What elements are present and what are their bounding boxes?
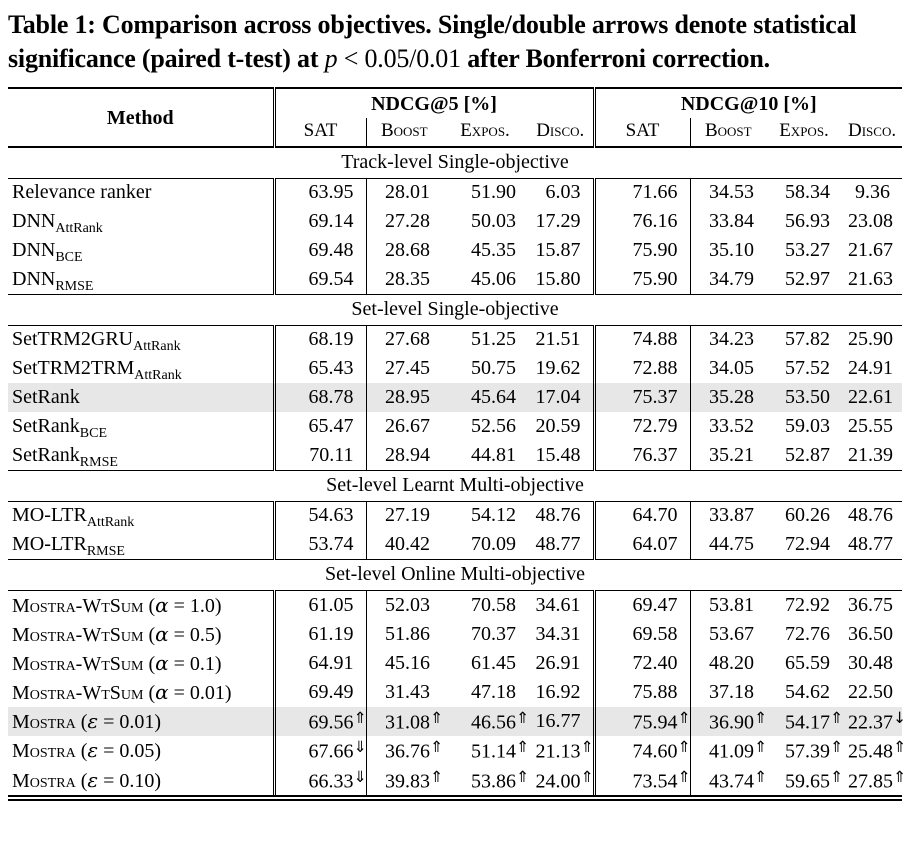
section-header: Track-level Single-objective [8, 147, 902, 179]
value-cell: 34.53 [709, 181, 754, 204]
value-cell: 25.48⇑ [848, 738, 906, 763]
value-cell: 24.00⇑ [528, 766, 594, 798]
value-cell: 53.67 [709, 622, 754, 645]
method-cell [8, 678, 274, 707]
metric-value: 36.90 [709, 711, 754, 734]
value-cell: 45.16 [385, 651, 430, 674]
value-cell: 44.81 [471, 443, 516, 466]
value-cell: 57.82 [785, 328, 830, 351]
value-cell: 75.88 [594, 678, 690, 707]
value-cell: 74.60⇑ [594, 736, 690, 765]
table-row [8, 265, 902, 294]
value-cell: 22.50 [848, 680, 893, 703]
table-row [8, 678, 902, 707]
value-cell: 6.03 [528, 178, 594, 207]
value-cell: 34.23 [709, 328, 754, 351]
method-greek-var: α [155, 679, 169, 704]
value-cell: 57.39⇑ [785, 738, 844, 763]
value-cell: 36.90⇑ [709, 708, 768, 734]
metric-value: 21.13 [535, 740, 581, 763]
value-cell: 71.66 [594, 178, 690, 207]
method-paren-open: ( [75, 740, 88, 763]
method-paren-open: ( [143, 652, 156, 675]
method-name: SetTRM2TRM [12, 357, 135, 380]
value-cell: 51.14⇑ [471, 738, 530, 763]
method-name: DNN [12, 210, 56, 233]
value-cell: 69.54 [274, 265, 366, 294]
value-cell: 28.94 [385, 443, 430, 466]
value-cell: 23.08 [848, 210, 893, 233]
value-cell: 72.88 [594, 354, 690, 383]
column-group-ndcg10: NDCG@10 [%] [680, 92, 817, 115]
caption-text: Table 1: Comparison across objectives. Single/double arrows denote statistical significance (paired t-test) at [8, 10, 857, 74]
value-cell: 63.95 [274, 178, 366, 207]
method-cell [8, 412, 274, 441]
value-cell: 34.31 [528, 620, 594, 649]
value-cell: 72.92 [785, 593, 830, 616]
table-row [8, 325, 902, 354]
value-cell: 53.81 [709, 593, 754, 616]
value-cell: 66.33⇓ [274, 766, 366, 798]
value-cell: 64.70 [594, 501, 690, 530]
value-cell: 69.48 [274, 236, 366, 265]
method-subscript: BCE [55, 250, 83, 266]
value-cell: 34.79 [709, 267, 754, 290]
value-cell: 67.66⇓ [274, 736, 366, 765]
value-cell: 41.09⇑ [709, 738, 768, 763]
value-cell: 17.29 [528, 207, 594, 236]
column-header-expos5: Expos. [442, 118, 528, 147]
table-row [8, 354, 902, 383]
value-cell: 21.51 [528, 325, 594, 354]
value-cell: 28.68 [385, 239, 430, 262]
method-name: Mostra-WtSum [12, 652, 144, 675]
method-subscript: BCE [79, 426, 108, 442]
method-greek-var: ε [87, 767, 99, 792]
method-paren-open: ( [143, 681, 156, 704]
table-row [8, 236, 902, 265]
metric-value: 39.83 [385, 769, 430, 792]
section-row [8, 147, 902, 179]
method-name: Mostra-WtSum [12, 623, 144, 646]
value-cell: 30.48 [848, 651, 893, 674]
value-cell: 36.50 [848, 622, 893, 645]
value-cell: 28.95 [385, 386, 430, 409]
caption-text-end: after Bonferroni correction. [460, 44, 770, 74]
caption-math-var: p [324, 44, 338, 74]
value-cell: 50.03 [471, 210, 516, 233]
metric-value: 41.09 [709, 740, 754, 763]
value-cell: 54.12 [471, 504, 516, 527]
method-name: SetTRM2GRU [12, 328, 134, 351]
value-cell: 54.17⇑ [785, 708, 844, 734]
method-param-value: = 0.5) [168, 623, 222, 646]
comparison-table [8, 87, 906, 801]
value-cell: 54.62 [785, 680, 830, 703]
value-cell: 22.61 [848, 386, 893, 409]
value-cell: 54.63 [274, 501, 366, 530]
value-cell: 75.90 [594, 236, 690, 265]
value-cell: 64.07 [594, 530, 690, 559]
table-row [8, 412, 902, 441]
method-greek-var: ε [87, 738, 99, 763]
value-cell: 21.67 [848, 239, 893, 262]
method-name: Mostra [12, 710, 76, 733]
metric-value: 24.00 [535, 769, 581, 792]
table-row [8, 501, 902, 530]
method-param-value: = 0.05) [98, 740, 162, 763]
method-cell [8, 649, 274, 678]
value-cell: 69.58 [594, 620, 690, 649]
method-param-value: = 0.10) [98, 769, 162, 792]
metric-value: 53.86 [471, 769, 516, 792]
method-subscript: AttRank [134, 368, 182, 384]
value-cell: 65.43 [274, 354, 366, 383]
value-cell: 57.52 [785, 357, 830, 380]
method-cell [8, 736, 274, 765]
metric-value: 59.65 [785, 769, 830, 792]
value-cell: 39.83⇑ [385, 767, 444, 792]
method-greek-var: α [155, 592, 169, 617]
value-cell: 48.77 [848, 532, 893, 555]
column-header-boost5: Boost [366, 118, 442, 147]
value-cell: 65.47 [274, 412, 366, 441]
method-param-value: = 0.01) [168, 681, 232, 704]
table-header [8, 88, 902, 147]
value-cell: 46.56⇑ [471, 708, 530, 734]
column-header-sat5: SAT [274, 118, 366, 147]
method-cell [8, 590, 274, 620]
value-cell: 9.36 [855, 181, 890, 204]
value-cell: 48.76 [528, 501, 594, 530]
method-name: Mostra [12, 769, 76, 792]
metric-value: 57.39 [785, 740, 830, 763]
value-cell: 52.03 [385, 593, 430, 616]
section-header: Set-level Learnt Multi-objective [8, 470, 902, 501]
value-cell: 21.63 [848, 267, 893, 290]
method-cell [8, 383, 274, 412]
value-cell: 44.75 [709, 532, 754, 555]
method-name: Mostra [12, 740, 76, 763]
method-cell [8, 207, 274, 236]
value-cell: 28.35 [385, 267, 430, 290]
metric-value: 73.54 [632, 769, 678, 792]
method-cell [8, 620, 274, 649]
metric-value: 74.60 [632, 740, 678, 763]
value-cell: 19.62 [528, 354, 594, 383]
method-cell [8, 265, 274, 294]
method-name: DNN [12, 267, 56, 290]
value-cell: 22.37↓ [848, 708, 906, 734]
method-paren-open: ( [75, 769, 88, 792]
value-cell: 76.16 [594, 207, 690, 236]
value-cell: 40.42 [385, 532, 430, 555]
value-cell: 15.80 [528, 265, 594, 294]
column-header-method: Method [8, 88, 274, 147]
method-subscript: AttRank [86, 515, 135, 531]
method-paren-open: ( [143, 594, 156, 617]
method-cell [8, 236, 274, 265]
method-cell [8, 530, 274, 559]
value-cell: 75.37 [594, 383, 690, 412]
value-cell: 69.47 [594, 590, 690, 620]
method-param-value: = 0.01) [98, 710, 162, 733]
method-name: SetRank [12, 386, 80, 409]
value-cell: 34.05 [709, 357, 754, 380]
value-cell: 28.01 [385, 181, 430, 204]
value-cell: 56.93 [785, 210, 830, 233]
value-cell: 24.91 [848, 357, 893, 380]
column-header-boost10: Boost [690, 118, 766, 147]
method-name: SetRank [12, 415, 80, 438]
table-row [8, 530, 902, 559]
value-cell: 72.94 [785, 532, 830, 555]
caption-math [325, 44, 461, 73]
value-cell: 72.79 [594, 412, 690, 441]
value-cell: 36.75 [848, 593, 893, 616]
value-cell: 51.25 [471, 328, 516, 351]
table-row [8, 736, 902, 765]
value-cell: 53.27 [785, 239, 830, 262]
metric-value: 27.85 [848, 769, 893, 792]
value-cell: 75.94⇑ [594, 707, 690, 736]
value-cell: 16.77 [528, 707, 594, 736]
section-row [8, 470, 902, 501]
value-cell: 59.65⇑ [785, 767, 844, 792]
metric-value: 22.37 [848, 711, 893, 734]
value-cell: 27.45 [385, 357, 430, 380]
metric-value: 66.33 [308, 769, 354, 792]
value-cell: 65.59 [785, 651, 830, 674]
table-row [8, 383, 902, 412]
value-cell: 52.56 [471, 415, 516, 438]
section-header: Set-level Online Multi-objective [8, 559, 902, 590]
method-name: MO-LTR [12, 532, 87, 555]
value-cell: 59.03 [785, 415, 830, 438]
value-cell: 76.37 [594, 441, 690, 470]
value-cell: 73.54⇑ [594, 766, 690, 798]
method-cell [8, 354, 274, 383]
method-name: MO-LTR [12, 504, 87, 527]
value-cell: 15.48 [528, 441, 594, 470]
value-cell: 26.91 [528, 649, 594, 678]
method-greek-var: α [155, 650, 169, 675]
value-cell: 61.05 [274, 590, 366, 620]
method-paren-open: ( [143, 623, 156, 646]
method-name: Relevance ranker [12, 181, 152, 204]
value-cell: 17.04 [528, 383, 594, 412]
table-row [8, 649, 902, 678]
value-cell: 20.59 [528, 412, 594, 441]
column-header-expos10: Expos. [766, 118, 842, 147]
value-cell: 21.39 [848, 443, 893, 466]
value-cell: 60.26 [785, 504, 830, 527]
method-name: Mostra-WtSum [12, 594, 144, 617]
method-name: DNN [12, 239, 56, 262]
metric-value: 51.14 [471, 740, 516, 763]
column-header-disco10: Disco. [842, 118, 902, 147]
table-row [8, 441, 902, 470]
metric-value: 69.56 [308, 711, 354, 734]
value-cell: 70.58 [471, 593, 516, 616]
value-cell: 68.19 [274, 325, 366, 354]
value-cell: 72.76 [785, 622, 830, 645]
value-cell: 70.11 [274, 441, 366, 470]
value-cell: 69.14 [274, 207, 366, 236]
section-row [8, 559, 902, 590]
method-cell [8, 766, 274, 798]
value-cell: 70.09 [471, 532, 516, 555]
metric-value: 25.48 [848, 740, 893, 763]
value-cell: 16.92 [528, 678, 594, 707]
column-group-ndcg5: NDCG@5 [%] [274, 88, 594, 118]
value-cell: 74.88 [594, 325, 690, 354]
value-cell: 45.06 [471, 267, 516, 290]
value-cell: 53.86⇑ [471, 767, 530, 792]
value-cell: 53.50 [785, 386, 830, 409]
metric-value: 75.94 [632, 711, 678, 734]
value-cell: 35.21 [709, 443, 754, 466]
value-cell: 69.49 [274, 678, 366, 707]
value-cell: 52.87 [785, 443, 830, 466]
value-cell: 64.91 [274, 649, 366, 678]
value-cell: 27.68 [385, 328, 430, 351]
table-row [8, 620, 902, 649]
value-cell: 35.28 [709, 386, 754, 409]
value-cell: 61.19 [274, 620, 366, 649]
metric-value: 31.08 [385, 711, 430, 734]
method-cell [8, 501, 274, 530]
metric-value: 54.17 [785, 711, 830, 734]
table-row [8, 707, 902, 736]
value-cell: 68.78 [274, 383, 366, 412]
metric-value: 46.56 [471, 711, 516, 734]
value-cell: 26.67 [385, 415, 430, 438]
column-header-sat10: SAT [594, 118, 690, 147]
caption-math-rest: < 0.05/0.01 [337, 44, 461, 74]
value-cell: 45.35 [471, 239, 516, 262]
section-row [8, 294, 902, 325]
value-cell: 31.43 [385, 680, 430, 703]
value-cell: 27.28 [385, 210, 430, 233]
method-cell [8, 178, 274, 207]
value-cell: 25.90 [848, 328, 893, 351]
value-cell: 51.90 [471, 181, 516, 204]
method-subscript: RMSE [55, 278, 94, 294]
column-header-disco5: Disco. [528, 118, 594, 147]
value-cell: 37.18 [709, 680, 754, 703]
value-cell: 15.87 [528, 236, 594, 265]
table-row [8, 766, 902, 798]
method-subscript: RMSE [86, 543, 125, 559]
value-cell: 31.08⇑ [385, 708, 444, 734]
value-cell: 21.13⇑ [528, 736, 594, 765]
value-cell: 72.40 [594, 649, 690, 678]
value-cell: 48.77 [528, 530, 594, 559]
method-name: SetRank [12, 443, 80, 466]
value-cell: 33.84 [709, 210, 754, 233]
value-cell: 36.76⇑ [385, 738, 444, 763]
value-cell: 43.74⇑ [709, 767, 768, 792]
method-subscript: RMSE [79, 454, 118, 470]
value-cell: 33.87 [709, 504, 754, 527]
metric-value: 36.76 [385, 740, 430, 763]
value-cell: 58.34 [785, 181, 830, 204]
method-subscript: AttRank [55, 221, 103, 237]
value-cell: 51.86 [385, 622, 430, 645]
method-cell [8, 325, 274, 354]
value-cell: 75.90 [594, 265, 690, 294]
method-paren-open: ( [75, 710, 88, 733]
value-cell: 48.20 [709, 651, 754, 674]
method-param-value: = 0.1) [168, 652, 222, 675]
value-cell: 70.37 [471, 622, 516, 645]
metric-value: 67.66 [308, 740, 354, 763]
value-cell: 52.97 [785, 267, 830, 290]
method-cell [8, 707, 274, 736]
method-param-value: = 1.0) [168, 594, 222, 617]
metric-value: 43.74 [709, 769, 754, 792]
value-cell: 35.10 [709, 239, 754, 262]
method-subscript: AttRank [133, 339, 181, 355]
value-cell: 27.85⇑ [848, 767, 906, 792]
value-cell: 53.74 [274, 530, 366, 559]
table-body [8, 147, 906, 798]
method-name: Mostra-WtSum [12, 681, 144, 704]
method-greek-var: α [155, 621, 169, 646]
method-greek-var: ε [87, 708, 99, 733]
value-cell: 48.76 [848, 504, 893, 527]
table-row [8, 207, 902, 236]
table-caption [8, 8, 898, 77]
section-header: Set-level Single-objective [8, 294, 902, 325]
value-cell: 50.75 [471, 357, 516, 380]
value-cell: 69.56⇑ [274, 707, 366, 736]
value-cell: 27.19 [385, 504, 430, 527]
value-cell: 25.55 [848, 415, 893, 438]
value-cell: 33.52 [709, 415, 754, 438]
value-cell: 61.45 [471, 651, 516, 674]
method-cell [8, 441, 274, 470]
value-cell: 34.61 [528, 590, 594, 620]
table-row [8, 178, 902, 207]
value-cell: 47.18 [471, 680, 516, 703]
value-cell: 45.64 [471, 386, 516, 409]
table-row [8, 590, 902, 620]
